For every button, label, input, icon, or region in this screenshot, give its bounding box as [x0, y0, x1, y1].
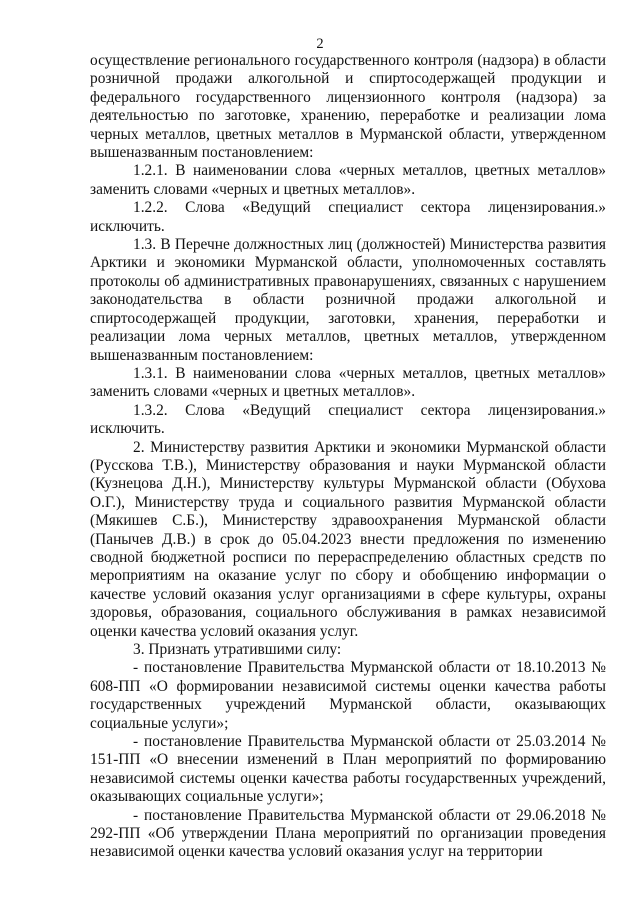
paragraph-intro: осуществление регионального государственного контроля (надзора) в области розничной продажи алкогольной и спиртосодержащей продукции и федерального государственного лицензионного контроля (надзора) за деятельностью по заготовке, хранению, переработке и реализации лома черных металлов, цветных металлов в Мурманской области, утвержденном вышеназванным постановлением:	[90, 52, 606, 162]
list-item-repeal-608: - постановление Правительства Мурманской области от 18.10.2013 № 608-ПП «О формировании независимой системы оценки качества работы государственных учреждений Мурманской области, оказывающих социальные услуги»;	[90, 659, 606, 732]
paragraph-1-3: 1.3. В Перечне должностных лиц (должностей) Министерства развития Арктики и экономики Мурманской области, уполномоченных составлять протоколы об административных правонарушениях, связанных с нарушением законодательства в области розничной продажи алкогольной и спиртосодержащей продукции, заготовки, хранения, переработки и реализации лома черных металлов, цветных металлов, утвержденном вышеназванным постановлением:	[90, 236, 606, 364]
paragraph-2: 2. Министерству развития Арктики и экономики Мурманской области (Русскова Т.В.), Министерству образования и науки Мурманской области (Кузнецова Д.Н.), Министерству культуры Мурманской области (Обухова О.Г.), Министерству труда и социального развития Мурманской области (Мякишев С.Б.), Министерству здравоохранения Мурманской области (Панычев Д.В.) в срок до 05.04.2023 внести предложения по изменению сводной бюджетной росписи по перераспределению областных средств по мероприятиям на оказание услуг по сбору и обобщению информации о качестве условий оказания услуг организациями в сфере культуры, охраны здоровья, образования, социального обслуживания в рамках независимой оценки качества условий оказания услуг.	[90, 438, 606, 640]
list-item-repeal-292: - постановление Правительства Мурманской области от 29.06.2018 № 292-ПП «Об утверждении Плана мероприятий по организации проведения независимой оценки качества условий оказания услуг на территории	[90, 806, 606, 861]
paragraph-1-2-1: 1.2.1. В наименовании слова «черных металлов, цветных металлов» заменить словами «черных и цветных металлов».	[90, 162, 606, 198]
list-item-repeal-151: - постановление Правительства Мурманской области от 25.03.2014 № 151-ПП «О внесении изменений в План мероприятий по формированию независимой системы оценки качества работы государственных учреждений, оказывающих социальные услуги»;	[90, 733, 606, 806]
page-number: 2	[316, 36, 324, 52]
document-body	[90, 52, 606, 862]
paragraph-1-2-2: 1.2.2. Слова «Ведущий специалист сектора лицензирования.» исключить.	[90, 199, 606, 235]
paragraph-3: 3. Признать утратившими силу:	[133, 641, 342, 658]
paragraph-1-3-2: 1.3.2. Слова «Ведущий специалист сектора лицензирования.» исключить.	[90, 401, 606, 438]
paragraph-1-3-1: 1.3.1. В наименовании слова «черных металлов, цветных металлов» заменить словами «черных и цветных металлов».	[90, 364, 606, 401]
